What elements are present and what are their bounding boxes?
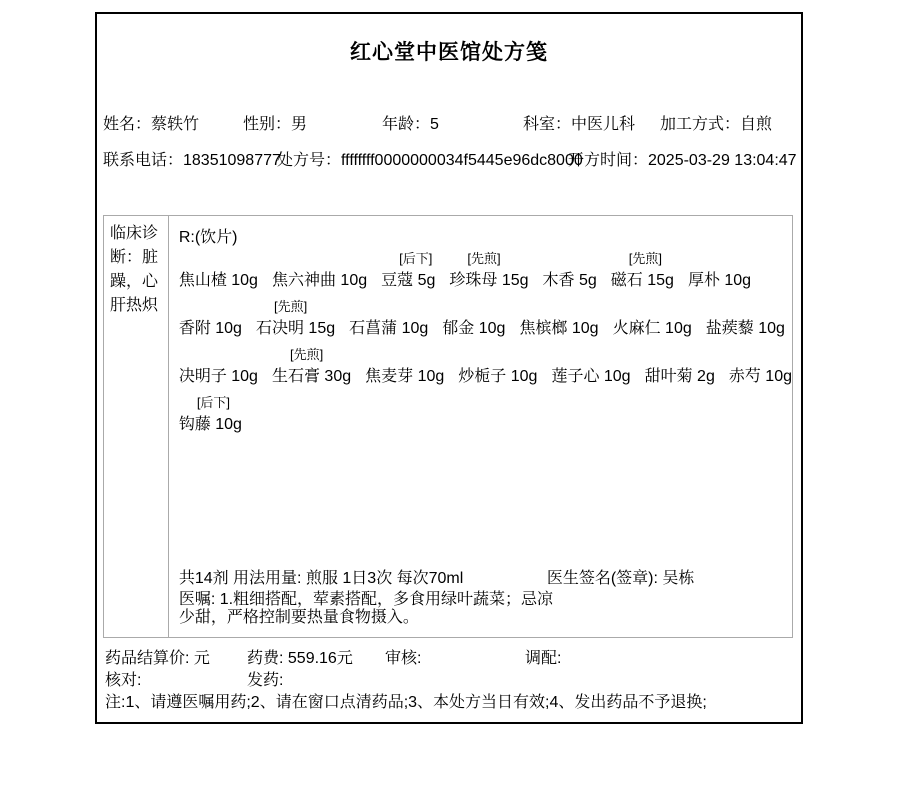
prescription-sheet [95,12,803,724]
medicine-entry: 炒栀子 10g [458,368,538,385]
medicine-entry: 盐蒺藜 10g [705,320,785,337]
field-phone: 联系电话：18351098777 [103,152,281,169]
rx-item [442,298,505,346]
decoction-tag [551,346,630,366]
medicine-entry: 郁金 10g [442,320,506,337]
rx-item [551,346,630,394]
decoction-tag [645,346,715,366]
rx-footer [179,569,792,627]
page-title: 红心堂中医馆处方笺 [350,41,548,64]
clinical-diagnosis: 临床诊断：脏躁，心肝热炽 [104,216,169,637]
field-department: 科室：中医儿科 [523,116,636,133]
decoction-tag [519,298,598,318]
rx-item [613,298,692,346]
decoction-tag: [先煎] [628,251,663,266]
rx-item [365,346,444,394]
doctor-signature: 医生签名(签章): 吴栋 [546,570,695,587]
medicine-entry: 石菖蒲 10g [349,320,429,337]
decoction-tag [688,250,751,270]
medicine-entry: 厚朴 10g [687,272,752,289]
decoction-tag [613,298,692,318]
medical-advice: 医嘱: 1.粗细搭配，荤素搭配，多食用绿叶蔬菜；忌凉少甜，严格控制要热量食物摄入。 [178,591,554,626]
decoction-tag: [先煎] [467,251,501,266]
rx-item [519,298,598,346]
rx-item [381,250,435,298]
rx-lines [179,250,792,442]
decoction-tag [458,346,537,366]
field-fee: 药费: 559.16元 [247,650,353,667]
field-check: 核对: [105,672,142,689]
prescription-box [103,215,793,638]
medicine-entry: 豆蔻 5g [381,272,436,289]
medicine-entry: 磁石 15g [610,272,674,289]
decoction-tag [179,250,258,270]
field-issue: 发药: [247,672,284,689]
dosage-summary: 共14剂 用法用量: 煎服 1日3次 每次70ml [178,570,464,587]
decoction-tag [179,346,258,366]
decoction-tag [349,298,428,318]
medicine-entry: 焦山楂 10g [178,272,258,289]
medicine-entry: 赤芍 10g [728,368,792,385]
medicine-entry: 焦六神曲 10g [271,272,368,289]
decoction-tag [365,346,444,366]
rx-item [458,346,537,394]
field-gender: 性别：男 [243,116,308,133]
field-dispense: 调配: [525,650,562,667]
decoction-tag: [后下] [196,395,231,410]
rx-item [706,298,785,346]
rx-item [272,250,367,298]
decoction-tag [179,298,242,318]
field-review: 审核: [385,650,422,667]
decoction-tag [706,298,785,318]
field-prescription-id: 处方号：ffffffff0000000034f5445e96dc8000 [277,152,583,169]
field-settle-price: 药品结算价: 元 [105,650,210,667]
field-patient-name: 姓名：蔡轶竹 [103,116,200,133]
dosage-summary-row [179,569,792,589]
rx-item [349,298,428,346]
field-processing-mode: 加工方式：自煎 [660,116,773,133]
medicine-entry: 石决明 15g [255,320,336,337]
medicine-entry: 焦槟榔 10g [519,320,599,337]
medicine-entry: 生石膏 30g [271,368,352,385]
medicine-entry: 木香 5g [542,272,597,289]
rx-line [179,298,792,346]
field-issue-time: 开方时间：2025-03-29 13:04:47 [568,152,797,169]
rx-item [729,346,792,394]
medicine-entry: 钩藤 10g [178,416,242,433]
decoction-tag [729,346,792,366]
medicine-entry: 决明子 10g [178,368,258,385]
decoction-tag: [先煎] [273,299,308,314]
medicine-entry: 甜叶菊 2g [644,368,715,385]
medicine-entry: 火麻仁 10g [612,320,692,337]
rx-line [179,346,792,394]
rx-item [272,346,351,394]
rx-item [611,250,674,298]
decoction-tag [543,250,597,270]
medicine-entry: 香附 10g [178,320,242,337]
rx-cell [169,216,792,637]
rx-item [179,250,258,298]
rx-item [179,346,258,394]
medicine-entry: 珍珠母 15g [449,272,529,289]
rx-item [543,250,597,298]
rx-line [179,250,792,298]
decoction-tag [442,298,505,318]
rx-item [179,394,242,442]
medicine-entry: 焦麦芽 10g [365,368,445,385]
rx-item [688,250,751,298]
decoction-tag: [后下] [399,251,433,266]
rx-item [179,298,242,346]
field-age: 年龄：5 [382,116,439,133]
footer-note: 注:1、请遵医嘱用药;2、请在窗口点清药品;3、本处方当日有效;4、发出药品不予退换; [105,694,707,711]
decoction-tag: [先煎] [289,347,324,362]
medicine-entry: 莲子心 10g [551,368,631,385]
rx-item [645,346,715,394]
rx-item [256,298,335,346]
rx-item [449,250,528,298]
decoction-tag [272,250,367,270]
rx-line [179,394,792,442]
rx-header: R:(饮片) [178,229,238,246]
